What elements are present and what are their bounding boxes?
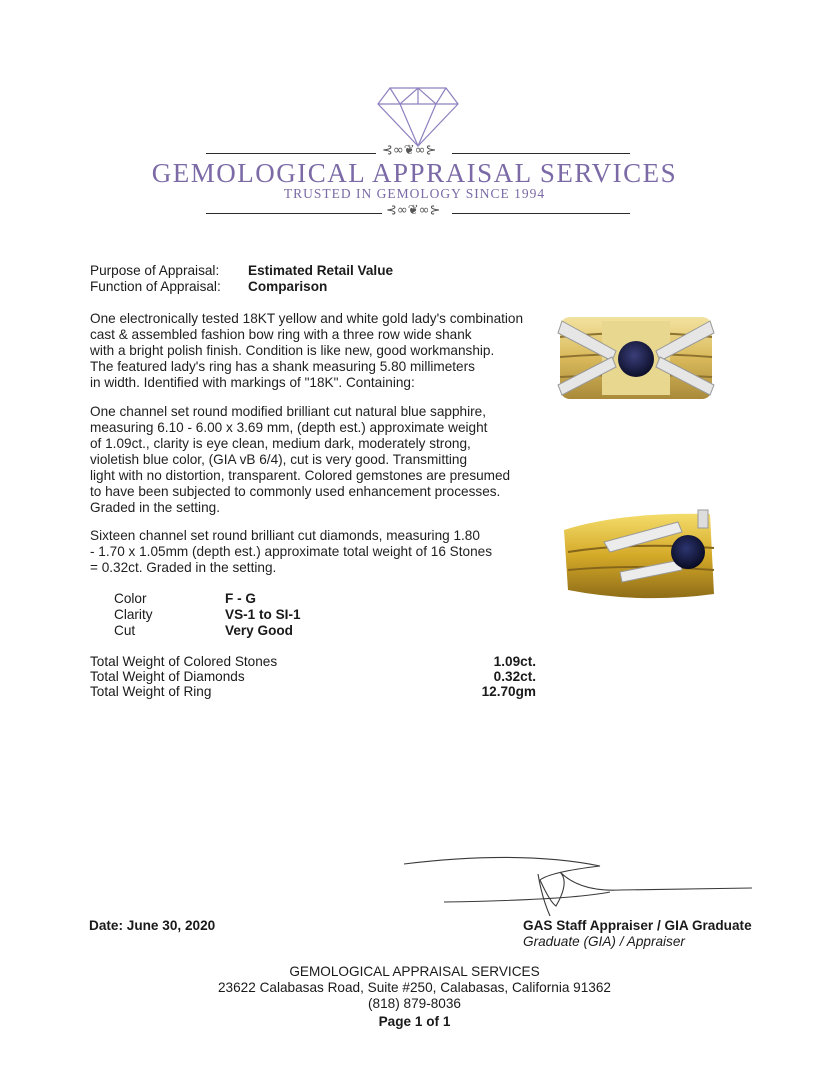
flourish-top-icon: ⊰∞❦∞⊱ <box>382 143 437 158</box>
appraiser-subtitle: Graduate (GIA) / Appraiser <box>523 934 685 949</box>
grade-cut-value: Very Good <box>225 623 293 638</box>
total-ring-label: Total Weight of Ring <box>90 684 212 699</box>
appraisal-date: Date: June 30, 2020 <box>89 918 216 933</box>
diamond-logo-icon <box>376 86 460 148</box>
footer-company: GEMOLOGICAL APPRAISAL SERVICES <box>289 964 540 979</box>
appraiser-signature <box>400 852 760 922</box>
text-line: to have been subjected to commonly used enhancement processes. <box>90 484 501 499</box>
ring-top-view-image <box>556 307 716 407</box>
total-diamonds-value: 0.32ct. <box>493 669 536 684</box>
text-line: One channel set round modified brilliant cut natural blue sapphire, <box>90 404 486 419</box>
text-line: violetish blue color, (GIA vB 6/4), cut is very good. Transmitting <box>90 452 468 467</box>
text-line: in width. Identified with markings of "18K". Containing: <box>90 375 415 390</box>
text-line: cast & assembled fashion bow ring with a three row wide shank <box>90 327 472 342</box>
footer-phone: (818) 879-8036 <box>368 996 461 1011</box>
grade-color-label: Color <box>114 591 147 606</box>
text-line: measuring 6.10 - 6.00 x 3.69 mm, (depth est.) approximate weight <box>90 420 488 435</box>
text-line: Graded in the setting. <box>90 500 220 515</box>
ring-side-view-image <box>560 508 720 608</box>
text-line: of 1.09ct., clarity is eye clean, medium dark, moderately strong, <box>90 436 471 451</box>
total-colored-value: 1.09ct. <box>493 654 536 669</box>
page-number: Page 1 of 1 <box>378 1014 451 1029</box>
function-label: Function of Appraisal: <box>90 279 221 294</box>
appraiser-title: GAS Staff Appraiser / GIA Graduate <box>523 918 752 933</box>
description-paragraph <box>90 311 523 391</box>
footer-address: 23622 Calabasas Road, Suite #250, Calabasas, California 91362 <box>218 980 611 995</box>
purpose-label: Purpose of Appraisal: <box>90 263 220 278</box>
text-line: light with no distortion, transparent. Colored gemstones are presumed <box>90 468 511 483</box>
diamonds-paragraph <box>90 528 492 576</box>
header-rule-bottom-right <box>452 213 630 214</box>
grade-clarity-label: Clarity <box>114 607 153 622</box>
sapphire-paragraph <box>90 404 510 516</box>
header-rule-bottom-left <box>206 213 382 214</box>
text-line: - 1.70 x 1.05mm (depth est.) approximate total weight of 16 Stones <box>90 544 492 559</box>
function-value: Comparison <box>248 279 328 294</box>
company-name: GEMOLOGICAL APPRAISAL SERVICES <box>151 158 678 188</box>
grade-clarity-value: VS-1 to SI-1 <box>225 607 301 622</box>
total-colored-label: Total Weight of Colored Stones <box>90 654 278 669</box>
purpose-value: Estimated Retail Value <box>248 263 394 278</box>
grade-color-value: F - G <box>225 591 256 606</box>
text-line: with a bright polish finish. Condition is like new, good workmanship. <box>90 343 495 358</box>
company-tagline: TRUSTED IN GEMOLOGY SINCE 1994 <box>283 186 546 201</box>
text-line: One electronically tested 18KT yellow and white gold lady's combination <box>90 311 524 326</box>
header-rule-top-left <box>206 153 376 154</box>
total-ring-value: 12.70gm <box>481 684 536 699</box>
total-diamonds-label: Total Weight of Diamonds <box>90 669 245 684</box>
header-rule-top-right <box>452 153 630 154</box>
flourish-bottom-icon: ⊰∞❦∞⊱ <box>386 203 441 218</box>
grade-cut-label: Cut <box>114 623 136 638</box>
text-line: = 0.32ct. Graded in the setting. <box>90 560 277 575</box>
text-line: The featured lady's ring has a shank measuring 5.80 millimeters <box>90 359 475 374</box>
text-line: Sixteen channel set round brilliant cut diamonds, measuring 1.80 <box>90 528 480 543</box>
